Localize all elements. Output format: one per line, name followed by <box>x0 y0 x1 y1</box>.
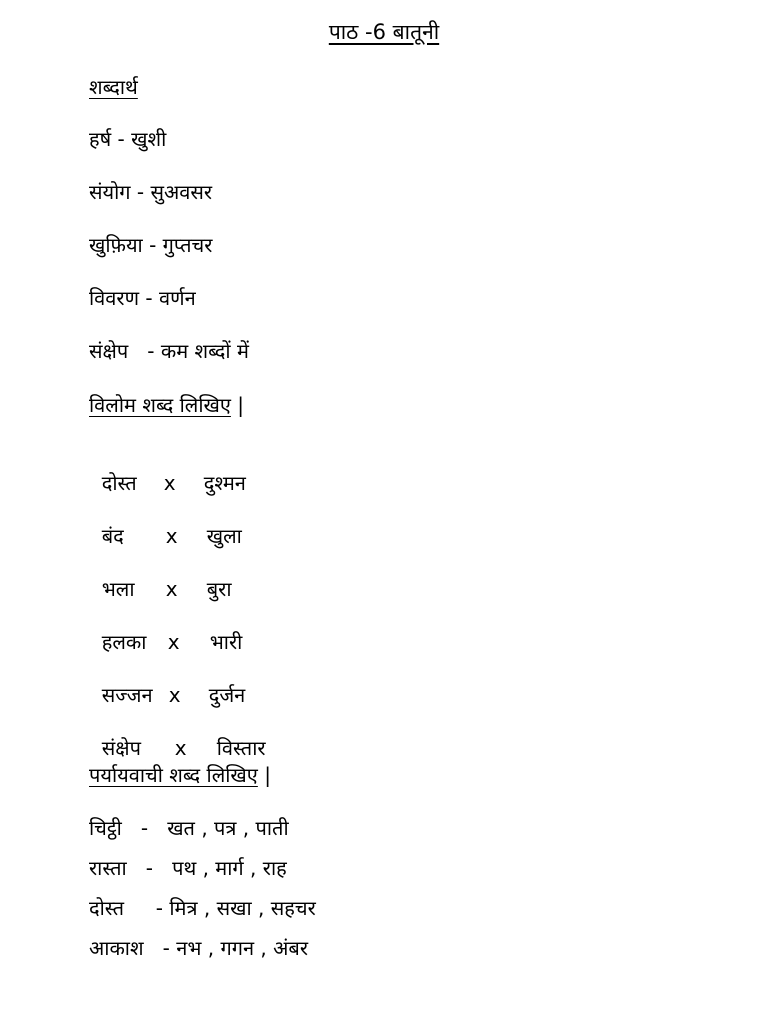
antonym-row <box>89 497 242 549</box>
antonym-separator: x <box>167 630 180 654</box>
antonym-opposite: खुला <box>206 524 242 548</box>
antonym-word: बंद <box>101 524 124 548</box>
antonym-word: सज्जन <box>101 683 153 707</box>
meaning-item: खुफ़िया - गुप्तचर <box>89 233 213 257</box>
antonym-row <box>89 709 266 761</box>
synonym-item: रास्ता - पथ , मार्ग , राह <box>89 856 287 880</box>
antonyms-heading-text: विलोम शब्द लिखिए <box>89 393 231 417</box>
antonym-opposite: दुर्जन <box>208 683 246 707</box>
antonym-word: भला <box>101 577 135 601</box>
antonym-word: दोस्त <box>101 471 137 495</box>
antonym-opposite: बुरा <box>206 577 232 601</box>
meaning-item: संयोग - सुअवसर <box>89 180 213 204</box>
meanings-heading-text: शब्दार्थ <box>89 75 138 99</box>
synonym-item: आकाश - नभ , गगन , अंबर <box>89 936 309 960</box>
meaning-item: विवरण - वर्णन <box>89 286 196 310</box>
antonyms-heading-mark: | <box>237 393 245 417</box>
meaning-item: हर्ष - खुशी <box>89 127 167 151</box>
page-title-text: पाठ -6 बातूनी <box>328 20 440 44</box>
synonym-item: दोस्त - मित्र , सखा , सहचर <box>89 896 316 920</box>
antonym-opposite: विस्तार <box>216 736 266 760</box>
antonym-separator: x <box>174 736 187 760</box>
antonym-word: संक्षेप <box>101 736 141 760</box>
antonym-separator: x <box>163 471 176 495</box>
meanings-heading <box>89 74 138 100</box>
antonym-word: हलका <box>101 630 147 654</box>
antonym-row <box>89 550 232 602</box>
antonym-separator: x <box>168 683 181 707</box>
synonyms-heading <box>89 762 271 788</box>
antonym-opposite: भारी <box>209 630 243 654</box>
antonym-opposite: दुश्मन <box>203 471 246 495</box>
antonym-separator: x <box>165 524 178 548</box>
meaning-item: संक्षेप - कम शब्दों में <box>89 339 249 363</box>
page-title <box>0 18 768 46</box>
antonyms-heading <box>89 392 244 418</box>
antonym-row <box>89 603 242 655</box>
antonym-row <box>89 656 245 708</box>
synonyms-heading-text: पर्यायवाची शब्द लिखिए <box>89 763 258 787</box>
antonym-row <box>89 444 246 496</box>
synonym-item: चिट्ठी - खत , पत्र , पाती <box>89 816 289 840</box>
synonyms-heading-mark: | <box>264 763 271 787</box>
antonym-separator: x <box>165 577 178 601</box>
